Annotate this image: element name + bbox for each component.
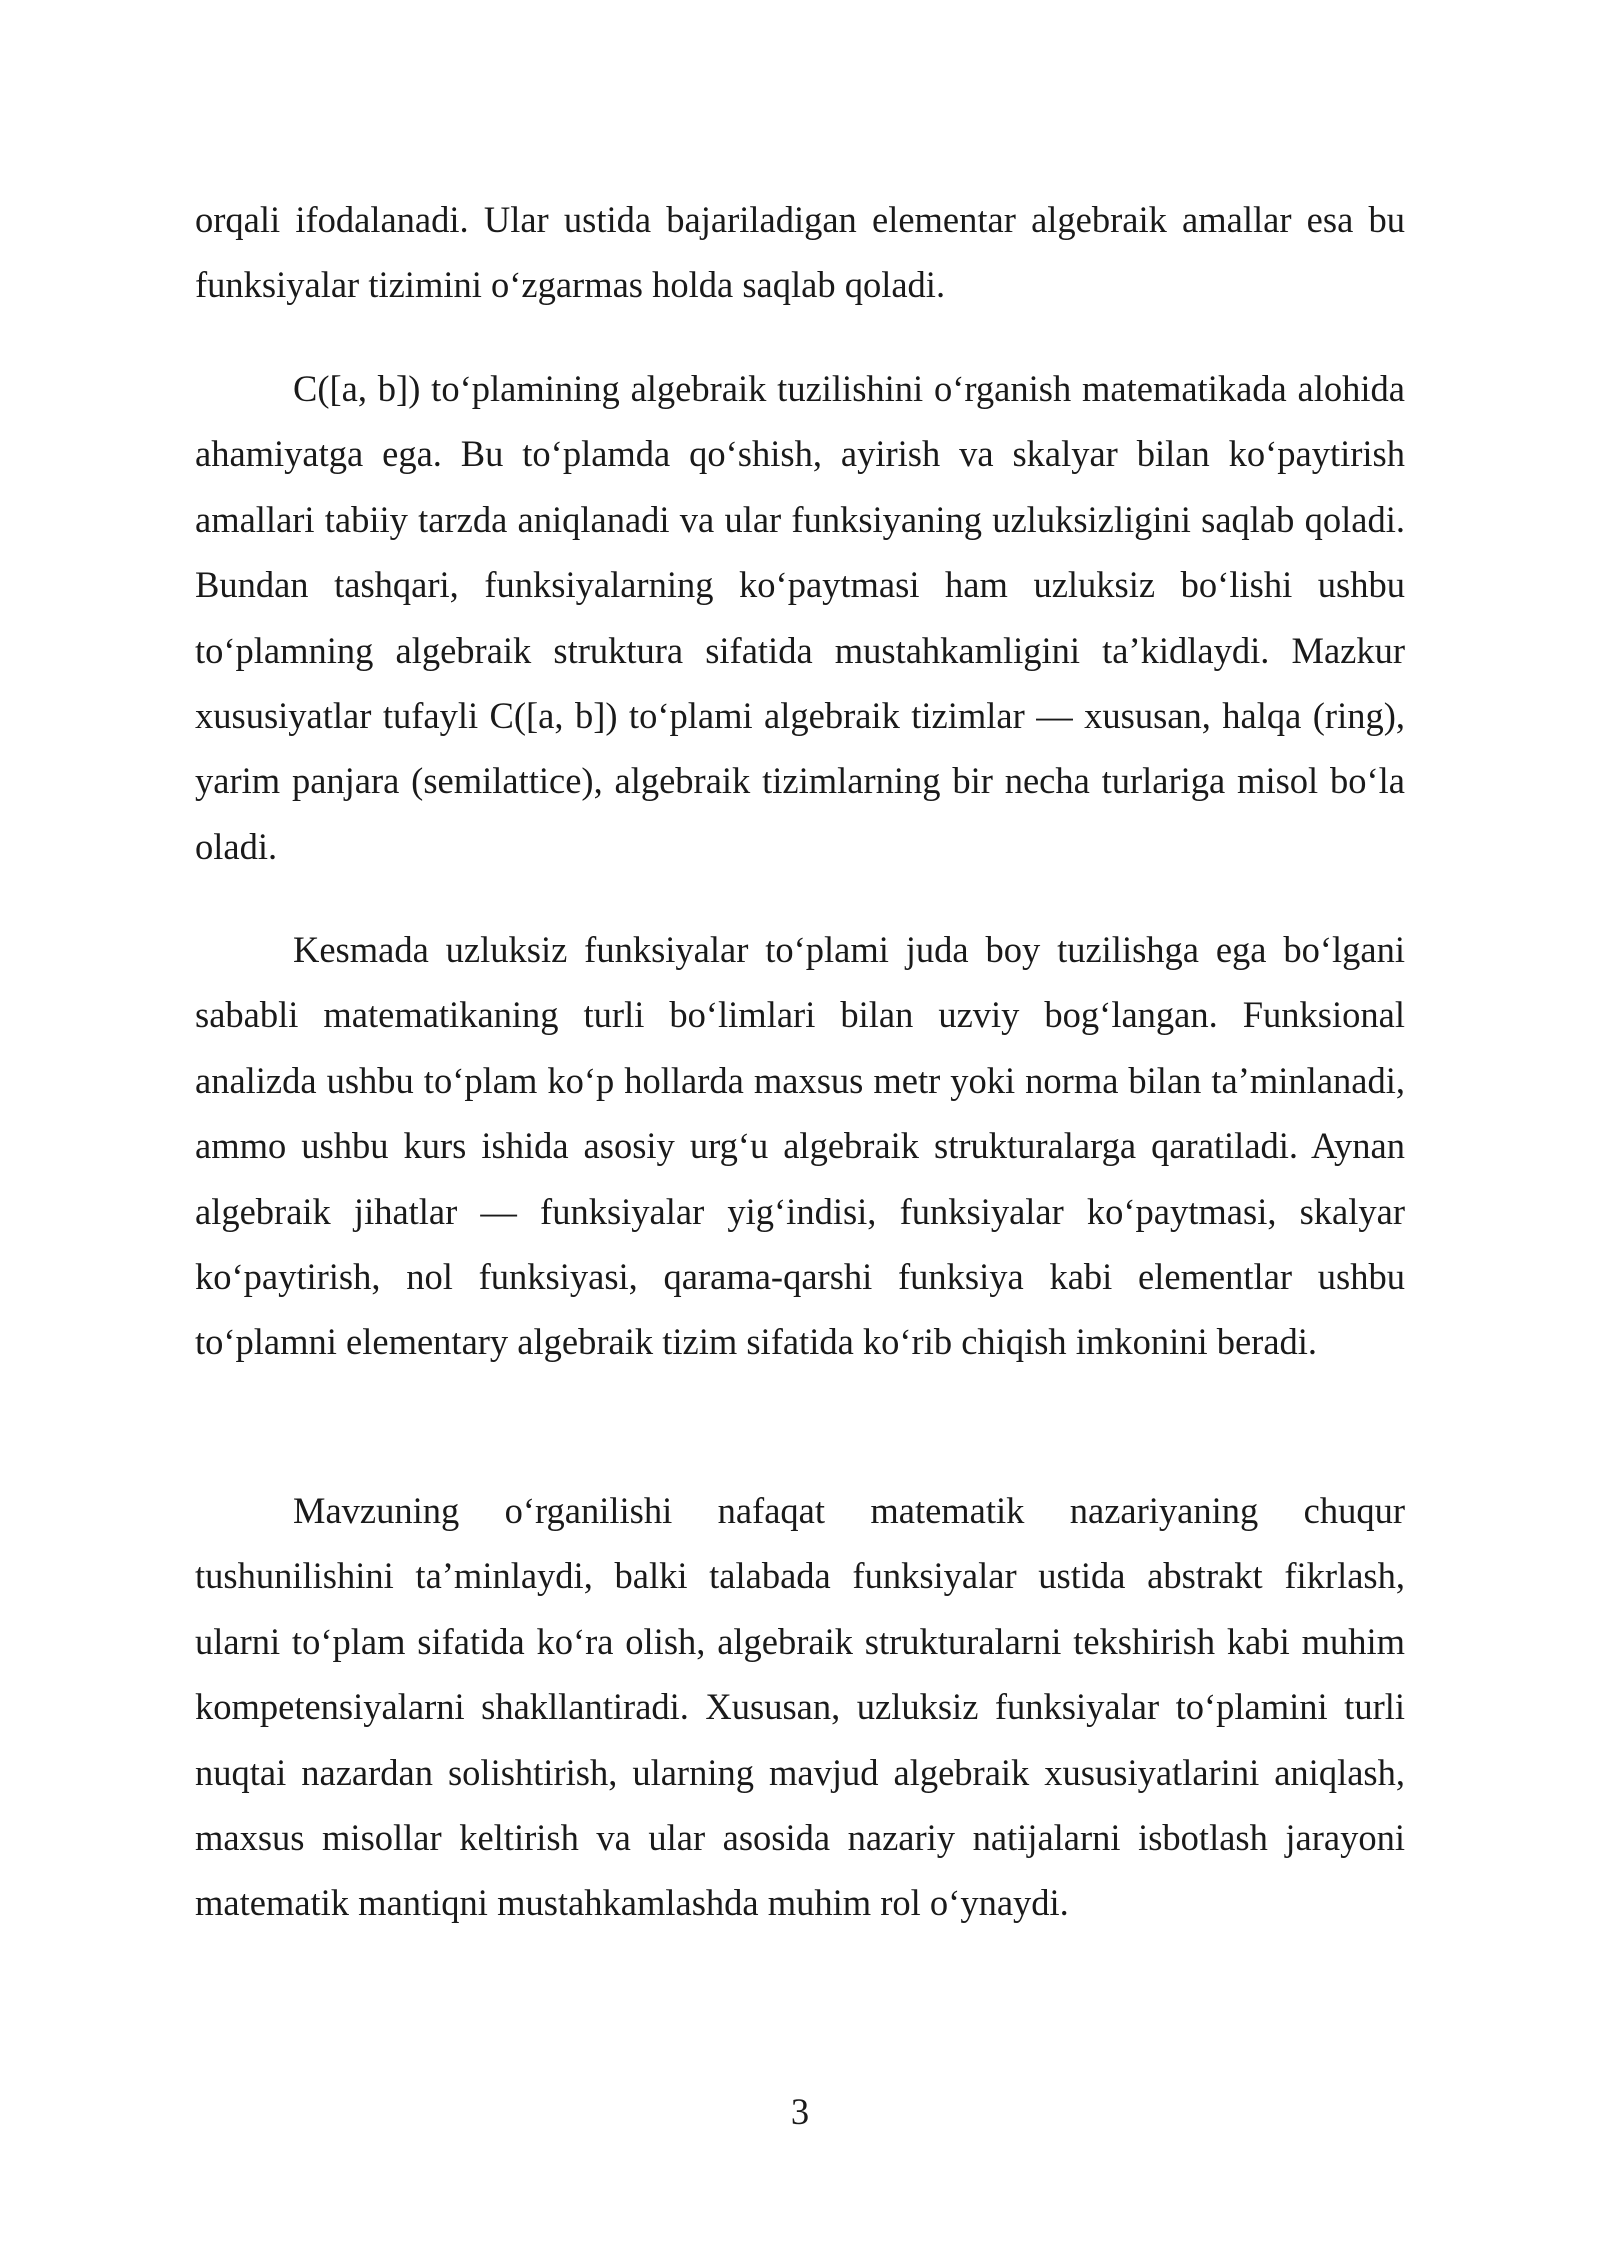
paragraph-2-text: C([a, b]) to‘plamining algebraik tuzilishini o‘rganish matematikada alohida ahamiyatga ega. Bu to‘plamda qo‘shish, ayirish va skalyar bilan ko‘paytirish amallari tabiiy tarzda aniqlanadi va ular funksiyaning uzluksizligini saqlab qoladi. Bundan tashqari, funksiyalarning ko‘paytmasi ham uzluksiz bo‘lishi ushbu to‘plamning algebraik struktura sifatida mustahkamligini ta’kidlaydi. Mazkur xususiyatlar tufayli C([a, b]) to‘plami algebraik tizimlar — xususan, halqa (ring), yarim panjara (semilattice), algebraik tizimlarning bir necha turlariga misol bo‘la oladi. <box>195 368 1405 867</box>
paragraph-algebraic-structure <box>195 356 1405 879</box>
paragraph-continuation <box>195 187 1405 318</box>
paragraph-4-text: Mavzuning o‘rganilishi nafaqat matematik nazariyaning chuqur tushunilishini ta’minlaydi, balki talabada funksiyalar ustida abstrakt fikrlash, ularni to‘plam sifatida ko‘ra olish, algebraik strukturalarni tekshirish kabi muhim kompetensiyalarni shakllantiradi. Xususan, uzluksiz funksiyalar to‘plamini turli nuqtai nazardan solishtirish, ularning mavjud algebraik xususiyatlarini aniqlash, maxsus misollar keltirish va ular asosida nazariy natijalarni isbotlash jarayoni matematik mantiqni mustahkamlashda muhim rol o‘ynaydi. <box>195 1490 1405 1924</box>
paragraph-1-text: orqali ifodalanadi. Ular ustida bajariladigan elementar algebraik amallar esa bu funksiyalar tizimini o‘zgarmas holda saqlab qoladi. <box>195 199 1405 306</box>
paragraph-continuous-functions <box>195 917 1405 1375</box>
paragraph-3-text: Kesmada uzluksiz funksiyalar to‘plami juda boy tuzilishga ega bo‘lgani sababli matematikaning turli bo‘limlari bilan uzviy bog‘langan. Funksional analizda ushbu to‘plam ko‘p hollarda maxsus metr yoki norma bilan ta’minlanadi, ammo ushbu kurs ishida asosiy urg‘u algebraik strukturalarga qaratiladi. Aynan algebraik jihatlar — funksiyalar yig‘indisi, funksiyalar ko‘paytmasi, skalyar ko‘paytirish, nol funksiyasi, qarama-qarshi funksiya kabi elementlar ushbu to‘plamni elementary algebraik tizim sifatida ko‘rib chiqish imkonini beradi. <box>195 929 1405 1363</box>
paragraph-topic-study <box>195 1478 1405 1936</box>
page-number: 3 <box>790 2091 810 2132</box>
